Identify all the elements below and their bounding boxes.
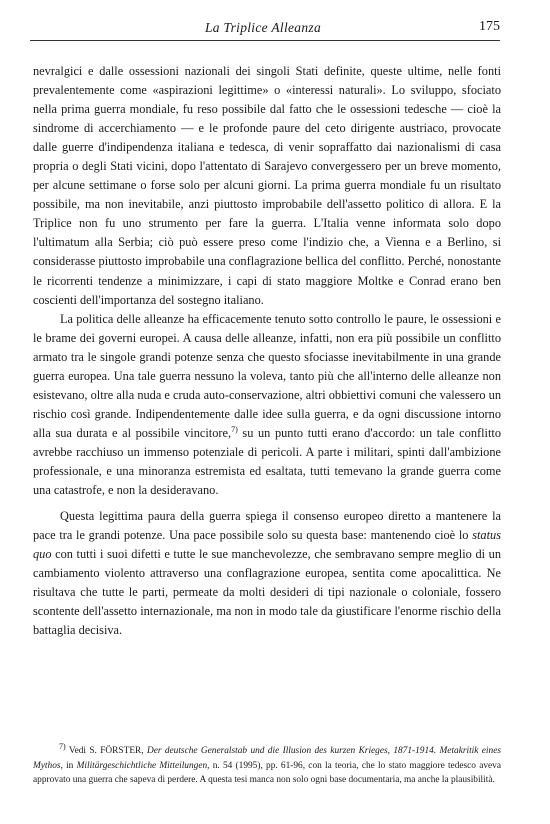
- page-number: 175: [479, 19, 500, 34]
- paragraph-2-text-a: La politica delle alleanze ha efficacemente tenuto sotto controllo le paure, le ossessioni e le brame dei governi europei. A causa delle alleanze, infatti, non era più possibile un conflitto armato tra le singole grandi potenze senza che questo sfociasse inevitabilmente in una grande guerra europea. Una tale guerra nessuno la voleva, tanto più che all'interno delle alleanze non esistevano, oltre alla nuda e cruda auto-conservazione, altri obbiettivi comuni che valessero un rischio così grande. Indipendentemente dalle idee sulla guerra, e da ogni discussione intorno alla sua durata e al possibile vincitore,: [33, 311, 501, 440]
- paragraph-3-italic: status quo: [33, 528, 501, 562]
- paragraph-3-text-b: con tutti i suoi difetti e tutte le sue manchevolezze, che sembravano sempre meglio di un cambiamento violento attraverso una conflagrazione europea, sentita come apocalittica. Ne risultava che tutte le parti, permeate da molti desideri di tipi nazionale o coloniale, fossero scontente dell'assetto internazionale, ma non in modo tale da giustificare l'enorme rischio della battaglia decisiva.: [33, 547, 501, 638]
- running-header: [30, 18, 500, 41]
- footnote-text-1: Vedi S. FÖRSTER,: [65, 746, 147, 756]
- footnote: [33, 741, 501, 788]
- footnote-marker: 7): [59, 741, 66, 751]
- running-title: La Triplice Alleanza: [205, 20, 322, 35]
- paragraph-2: [33, 310, 501, 500]
- body-text: [33, 62, 501, 640]
- paragraph-2-text-b: su un punto tutti erano d'accordo: un tale conflitto avrebbe racchiuso un immenso potenziale di pericoli. A parte i militari, spinti dall'ambizione professionale, e una minoranza estremista ed esaltata, tutti temevano la grande guerra come una catastrofe, e non la desideravano.: [33, 425, 501, 498]
- footnote-title-italic: Der deutsche Generalstab und die Illusion des kurzen Krieges, 1871-1914. Metakritik eines Mythos,: [33, 746, 501, 771]
- footnote-journal-italic: Militärgeschichtliche Mitteilungen,: [76, 760, 210, 771]
- paragraph-3: [33, 507, 501, 640]
- footnote-text-3: n. 54 (1995), pp. 61-96, con la teoria, che lo stato maggiore tedesco aveva approvato una guerra che sapeva di perdere. A questa tesi manca non solo ogni base documentaria, ma anche la plausibilità.: [33, 760, 501, 785]
- footnote-reference: 7): [231, 424, 238, 434]
- paragraph-1: nevralgici e dalle ossessioni nazionali dei singoli Stati definite, queste ultime, nelle fonti prevalentemente come «aspirazioni legittime» o «interessi naturali». Lo sviluppo, sfociato nella prima guerra mondiale, fu reso possibile dal fatto che le ossessioni tedesche — cioè la sindrome di accerchiamento — e le profonde paure del ceto dirigente austriaco, provocate dalle guerre d'indipendenza italiana e tedesca, di venir sopraffatto dai nazionalismi di casa propria o degli Stati vicini, dopo l'attentato di Sarajevo convergessero per un breve momento, per alcune settimane o forse solo per alcuni giorni. La prima guerra mondiale fu un risultato possibile, ma non inevitabile, anzi piuttosto improbabile dell'assetto politico di allora. E la Triplice non fu uno strumento per fare la guerra. L'Italia venne informata solo dopo l'ultimatum alla Serbia; ciò può essere preso come l'indizio che, a Vienna e a Berlino, si considerasse piuttosto improbabile una conflagrazione bellica del conflitto. Perché, nonostante le ricorrenti tendenze a minimizzare, i capi di stato maggiore Moltke e Conrad erano ben coscienti dell'importanza del sostegno italiano.: [33, 64, 501, 307]
- paragraph-3-text-a: Questa legittima paura della guerra spiega il consenso europeo diretto a mantenere la pace tra le grandi potenze. Una pace possibile solo su questa base: mantenendo cioè lo: [33, 509, 501, 543]
- footnote-text-2: in: [62, 760, 77, 771]
